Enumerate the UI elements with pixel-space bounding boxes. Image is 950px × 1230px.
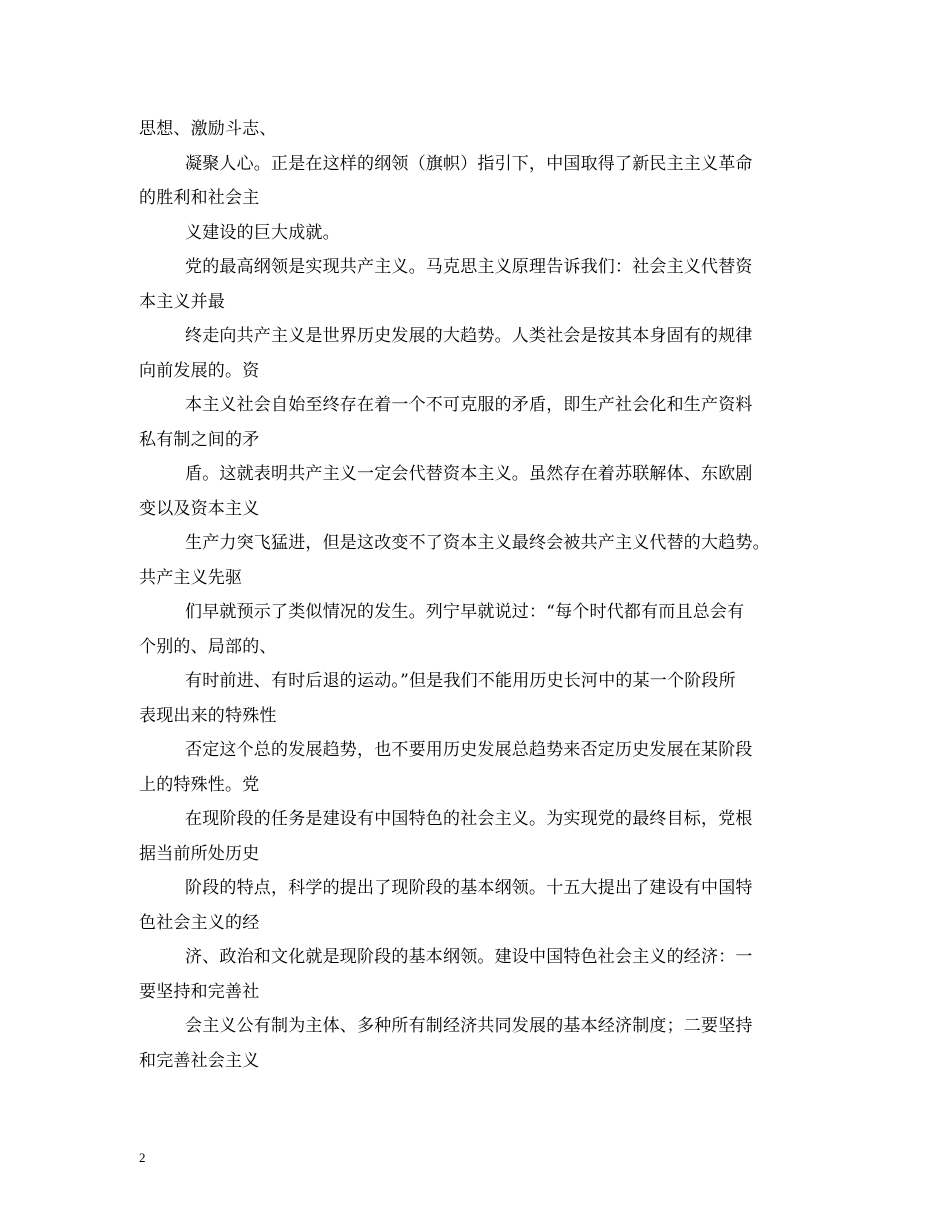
text-line: 表现出来的特殊性 [139, 705, 277, 726]
text-line: 有时前进、有时后退的运动。”但是我们不能用历史长河中的某一个阶段所 [185, 671, 736, 691]
text-line: 凝聚人心。正是在这样的纲领（旗帜）指引下，中国取得了新民主主义革命 [185, 153, 753, 174]
text-line: 义建设的巨大成就。 [185, 222, 340, 243]
text-line: 据当前所处历史 [139, 843, 260, 864]
text-line: 们早就预示了类似情况的发生。列宁早就说过：“每个时代都有而且总会有 [185, 602, 745, 622]
text-line: 向前发展的。资 [139, 360, 260, 381]
text-line: 在现阶段的任务是建设有中国特色的社会主义。为实现党的最终目标，党根 [185, 809, 753, 829]
text-line: 济、政治和文化就是现阶段的基本纲领。建设中国特色社会主义的经济：一 [185, 947, 753, 967]
text-line: 色社会主义的经 [139, 912, 260, 933]
text-line: 否定这个总的发展趋势，也不要用历史发展总趋势来否定历史发展在某阶段 [185, 740, 753, 760]
text-line: 和完善社会主义 [139, 1050, 260, 1071]
text-line: 私有制之间的矛 [139, 429, 260, 450]
text-line: 终走向共产主义是世界历史发展的大趋势。人类社会是按其本身固有的规律 [185, 326, 753, 346]
text-line: 变以及资本主义 [139, 498, 260, 519]
text-line: 要坚持和完善社 [139, 981, 260, 1002]
text-line: 本主义并最 [139, 291, 225, 312]
text-line: 的胜利和社会主 [139, 188, 260, 208]
text-line: 共产主义先驱 [139, 567, 243, 588]
text-line: 会主义公有制为主体、多种所有制经济共同发展的基本经济制度；二要坚持 [185, 1016, 753, 1036]
text-line: 生产力突飞猛进，但是这改变不了资本主义最终会被共产主义代替的大趋势。 [185, 533, 770, 553]
text-line: 思想、激励斗志、 [139, 119, 277, 139]
text-line: 党的最高纲领是实现共产主义。马克思主义原理告诉我们：社会主义代替资 [185, 257, 753, 277]
text-line: 阶段的特点，科学的提出了现阶段的基本纲领。十五大提出了建设有中国特 [185, 878, 753, 898]
text-line: 个别的、局部的、 [139, 636, 277, 657]
body-text [139, 117, 819, 1083]
page-number: 2 [139, 1150, 146, 1165]
text-line: 上的特殊性。党 [139, 774, 260, 795]
text-line: 本主义社会自始至终存在着一个不可克服的矛盾，即生产社会化和生产资料 [185, 395, 753, 415]
text-line: 盾。这就表明共产主义一定会代替资本主义。虽然存在着苏联解体、东欧剧 [185, 464, 753, 484]
